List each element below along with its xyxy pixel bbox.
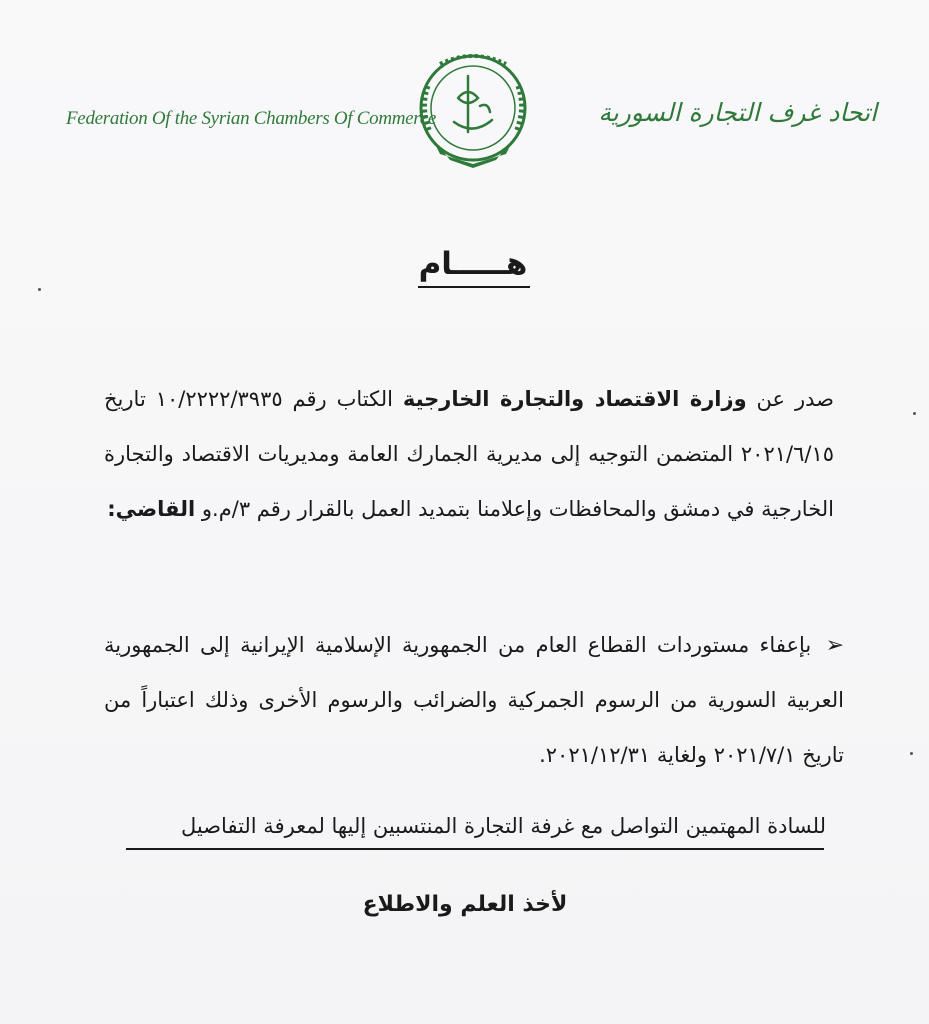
letterhead-english-name: Federation Of the Syrian Chambers Of Commerce [66, 108, 436, 129]
letterhead [0, 40, 929, 180]
chamber-emblem-icon [410, 46, 536, 174]
paragraph-bold-end: القاضي: [107, 497, 196, 521]
contact-note: للسادة المهتمين التواصل مع غرفة التجارة المنتسبين إليها لمعرفة التفاصيل [180, 814, 826, 838]
bullet-text: بإعفاء مستوردات القطاع العام من الجمهورية الإسلامية الإيرانية إلى الجمهورية العربية السورية من الرسوم الجمركية والضرائب والرسوم الأخرى وذلك اعتباراً من تاريخ ٢٠٢١/٧/١ ولغاية ٢٠٢١/١٢/٣١. [104, 633, 844, 767]
paragraph-prefix: صدر عن [746, 387, 834, 411]
letterhead-arabic-name: اتحاد غرف التجارة السورية [598, 98, 877, 127]
title-underline [418, 286, 530, 288]
arrow-bullet-icon: ➢ [825, 633, 844, 658]
scan-speck [38, 288, 41, 291]
scan-speck [913, 412, 916, 415]
ministry-name: وزارة الاقتصاد والتجارة الخارجية [402, 387, 747, 411]
contact-underline [126, 848, 824, 850]
paragraph-body: الكتاب رقم ١٠/٢٢٢٢/٣٩٣٥ تاريخ ٢٠٢١/٦/١٥ المتضمن التوجيه إلى مديرية الجمارك العامة ومديريات الاقتصاد والتجارة الخارجية في دمشق والمحافظات وإعلامنا بتمديد العمل بالقرار رقم ٣/م.و [104, 387, 834, 521]
closing-line: لأخذ العلم والاطلاع [362, 892, 568, 917]
main-paragraph [104, 372, 834, 537]
exemption-bullet [104, 618, 844, 783]
page-title: هـــــام [418, 246, 528, 282]
scan-speck [910, 752, 913, 755]
